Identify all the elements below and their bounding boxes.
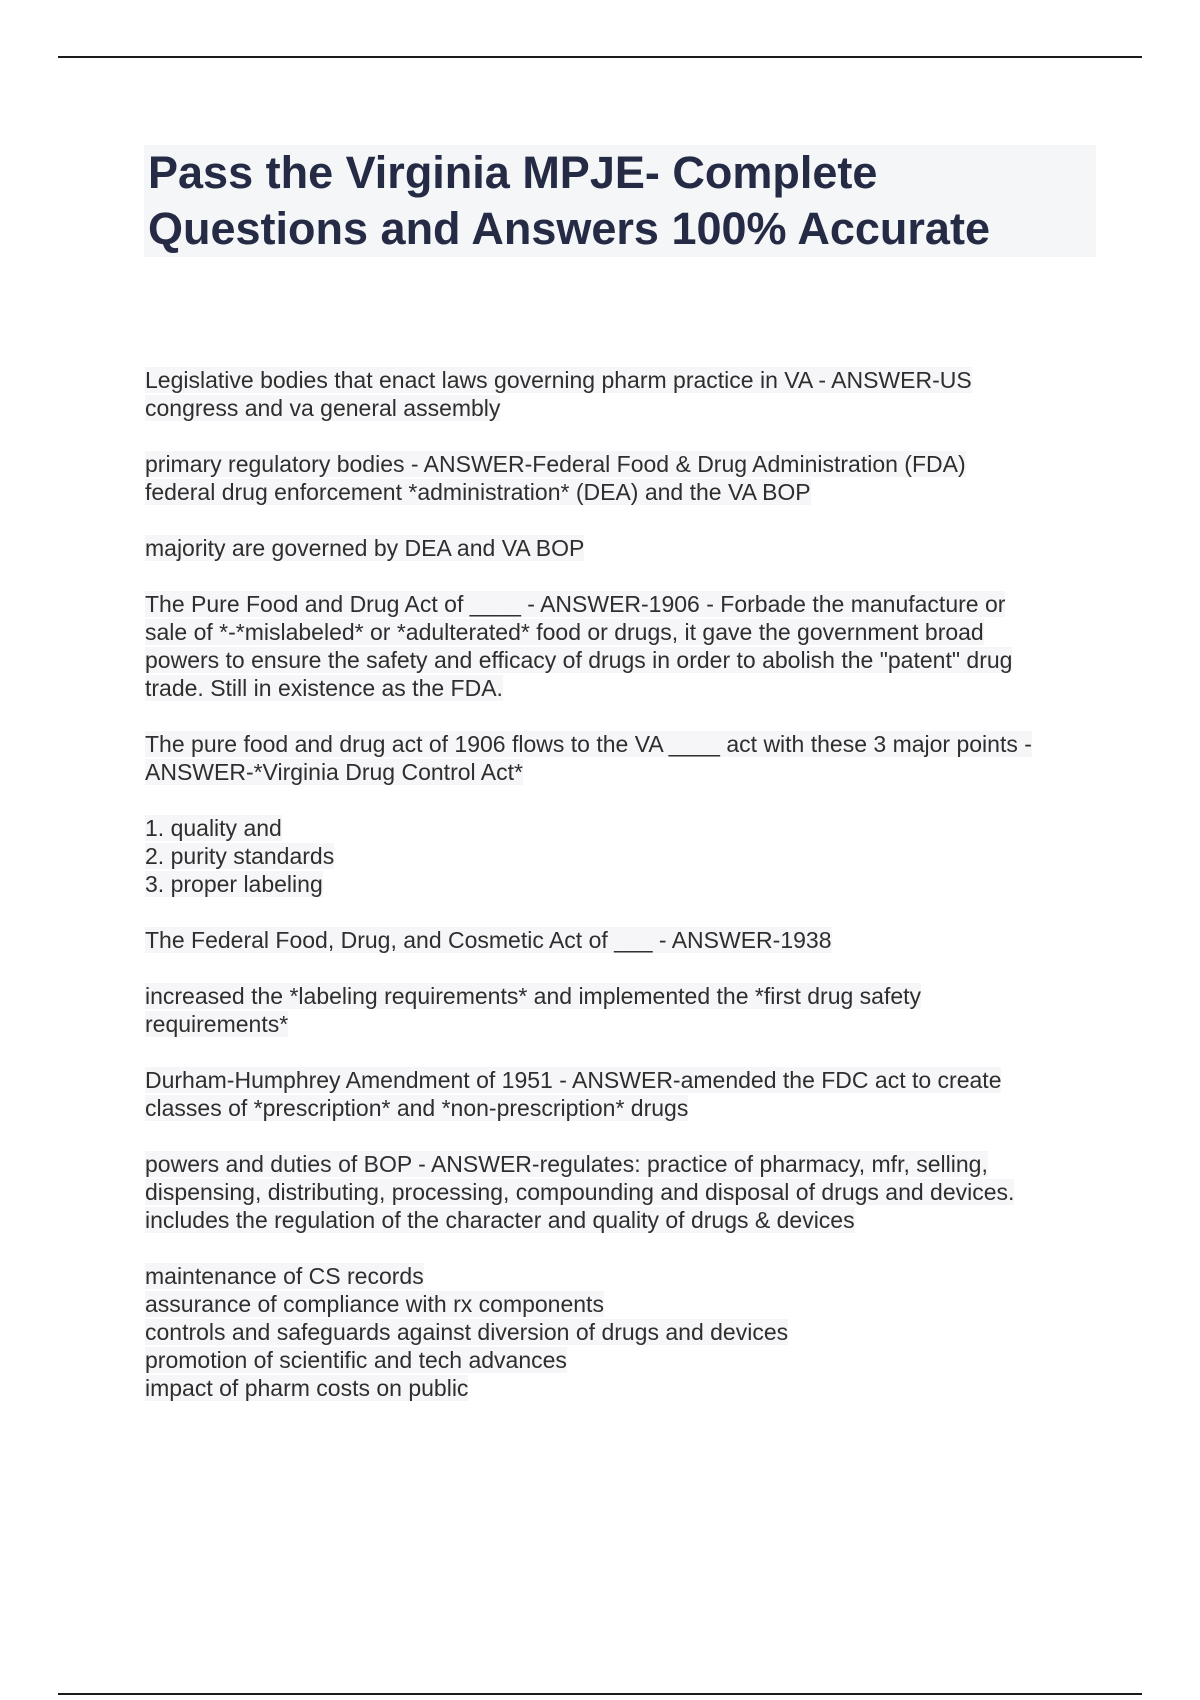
text-line: trade. Still in existence as the FDA.: [145, 675, 503, 701]
text-line: dispensing, distributing, processing, compounding and disposal of drugs and devices.: [145, 1179, 1015, 1205]
qa-item-durham-humphrey: [145, 1066, 1095, 1122]
text-line: majority are governed by DEA and VA BOP: [145, 535, 585, 561]
note-majority-governed: [145, 534, 1095, 562]
text-line: requirements*: [145, 1011, 289, 1037]
text-line: The Federal Food, Drug, and Cosmetic Act of ___ - ANSWER-1938: [145, 927, 832, 953]
list-item: impact of pharm costs on public: [145, 1375, 469, 1401]
text-line: congress and va general assembly: [145, 395, 501, 421]
text-line: federal drug enforcement *administration* (DEA) and the VA BOP: [145, 479, 811, 505]
qa-item-legislative-bodies: [145, 366, 1095, 422]
title-line: Pass the Virginia MPJE- Complete: [148, 147, 878, 198]
list-bop-duties: [145, 1262, 1095, 1402]
text-line: The pure food and drug act of 1906 flows to the VA ____ act with these 3 major points -: [145, 731, 1032, 757]
text-line: ANSWER-*Virginia Drug Control Act*: [145, 759, 523, 785]
title-block: [144, 145, 1096, 257]
qa-item-virginia-drug-control-act: [145, 730, 1095, 786]
text-line: primary regulatory bodies - ANSWER-Federal Food & Drug Administration (FDA): [145, 451, 966, 477]
list-item: assurance of compliance with rx components: [145, 1291, 604, 1317]
qa-item-pure-food-drug-act: [145, 590, 1095, 702]
qa-item-regulatory-bodies: [145, 450, 1095, 506]
text-line: Durham-Humphrey Amendment of 1951 - ANSWER-amended the FDC act to create: [145, 1067, 1002, 1093]
text-line: includes the regulation of the character and quality of drugs & devices: [145, 1207, 855, 1233]
top-divider: [58, 56, 1142, 58]
text-line: classes of *prescription* and *non-prescription* drugs: [145, 1095, 689, 1121]
list-item: 1. quality and: [145, 815, 282, 841]
list-item: promotion of scientific and tech advances: [145, 1347, 567, 1373]
list-item: maintenance of CS records: [145, 1263, 424, 1289]
note-labeling-requirements: [145, 982, 1095, 1038]
list-item: controls and safeguards against diversion of drugs and devices: [145, 1319, 789, 1345]
text-line: Legislative bodies that enact laws governing pharm practice in VA - ANSWER-US: [145, 367, 972, 393]
document-body: [145, 366, 1095, 1430]
bottom-divider: [58, 1693, 1142, 1695]
text-line: powers to ensure the safety and efficacy of drugs in order to abolish the "patent" drug: [145, 647, 1013, 673]
text-line: sale of *-*mislabeled* or *adulterated* food or drugs, it gave the government broad: [145, 619, 984, 645]
text-line: powers and duties of BOP - ANSWER-regulates: practice of pharmacy, mfr, selling,: [145, 1151, 988, 1177]
qa-item-fdc-act: [145, 926, 1095, 954]
list-item: 2. purity standards: [145, 843, 335, 869]
qa-item-bop-powers: [145, 1150, 1095, 1234]
title-line: Questions and Answers 100% Accurate: [148, 203, 990, 254]
text-line: increased the *labeling requirements* and implemented the *first drug safety: [145, 983, 922, 1009]
numbered-list-major-points: [145, 814, 1095, 898]
text-line: The Pure Food and Drug Act of ____ - ANSWER-1906 - Forbade the manufacture or: [145, 591, 1006, 617]
list-item: 3. proper labeling: [145, 871, 323, 897]
page-title: [148, 145, 1092, 257]
